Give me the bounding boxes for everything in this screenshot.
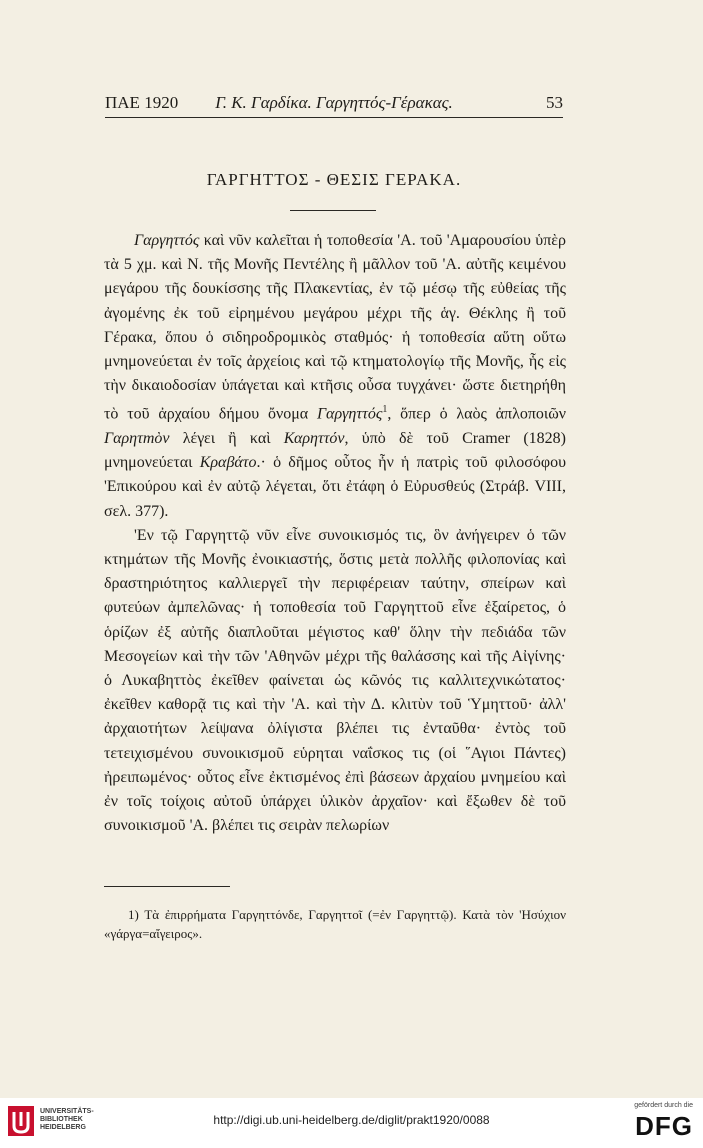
dfg-logo: DFG xyxy=(635,1111,693,1141)
article-title: ΓΑΡΓΗΤΤΟΣ - ΘΕΣΙΣ ΓΕΡΑΚΑ. xyxy=(206,170,462,189)
paragraph-1: Γαργηττός καὶ νῦν καλεῖται ἡ τοποθεσία 'Α. τοῦ 'Αμαρουσίου ὑπὲρ τὰ 5 χμ. καὶ Ν. τῆς Μονῆς Πεντέλης ἢ μᾶλλον τοῦ 'Α. αὐτῆς κειμένου μεγάρου τῆς δουκίσσης τῆς Πλακεντίας, ἐν τῷ μέσῳ τῆς εὐθείας τῆς ἀγομένης ἐκ τοῦ εἰρημένου μεγάρου μέχρι τῆς ἁγ. Θέκλης ἢ τοῦ Γέρακα, ὅπου ὁ σιδηροδρομικὸς σταθμός· ἡ τοποθεσία αὕτη οὕτω μνημονεύεται ἐν τοῖς ἀρχείοις καὶ τῷ κτηματολογίῳ τῆς Μονῆς, ἧς εἰς τὴν δικαιοδοσίαν ὑπάγεται καὶ κτῆσις οὖσα τυγχάνει· ὥστε διετηρήθη τὸ τοῦ ἀρχαίου δήμου ὄνομα Γαργηττός$^1$, ὅπερ ὁ λαὸς ἀπλοποιῶν Γαρητтὸν λέγει ἢ καὶ Καρηττόν, ὑπὸ δὲ τοῦ Cramer (1828) μνημονεύεται Κραβάτο.· ὁ δῆμος οὗτος ἦν ἡ πατρὶς τοῦ φιλοσόφου 'Επικούρου καὶ ἐν αὐτῷ λέγεται, ὅτι ἐτάφη ὁ Εὐρυσθεύς (Στράβ. VIII, σελ. 377). xyxy=(104,232,567,520)
footnote xyxy=(104,905,566,943)
article-body xyxy=(104,229,566,838)
title-rule xyxy=(290,210,376,211)
page-number: 53 xyxy=(546,93,563,112)
journal-abbreviation: ΠΑΕ 1920 xyxy=(105,93,179,112)
footnote-reference: 1 xyxy=(382,404,388,416)
footnote-marker: 1) xyxy=(128,907,139,922)
header-rule xyxy=(105,117,563,118)
digitization-footer xyxy=(0,1098,703,1148)
running-title: Γ. Κ. Γαρδίκα. Γαργηττός-Γέρακας. xyxy=(215,93,453,112)
funding-label: gefördert durch die xyxy=(634,1102,693,1109)
permalink-url[interactable]: http://digi.ub.uni-heidelberg.de/diglit/prakt1920/0088 xyxy=(213,1113,490,1127)
footnote-text: Τὰ ἐπιρρήματα Γαργηττόνδε, Γαργηττοῖ (=ἐν Γαργηττῷ). Κατὰ τὸν 'Ησύχιον «γάργα=αἴγειρος». xyxy=(104,907,566,941)
lead-term: Γαργηττός xyxy=(134,232,200,249)
running-header xyxy=(105,91,563,115)
library-name: UNIVERSITÄTS- BIBLIOTHEK HEIDELBERG xyxy=(40,1108,94,1131)
paragraph-2: 'Εν τῷ Γαργηττῷ νῦν εἶνε συνοικισμός τις, ὃν ἀνήγειρεν ὁ τῶν κτημάτων τῆς Μονῆς ἐνοικιαστής, ὅστις μετὰ πολλῆς φιλοπονίας καὶ δραστηριότητος καλλιεργεῖ τὴν περιφέρειαν ταύτην, σπείρων καὶ φυτεύων ἀμπελῶνας· ἡ τοποθεσία τοῦ Γαργηττοῦ εἶνε ἐξαίρετος, ὁ ὁρίζων ἐξ αὐτῆς διαπλοῦται μέγιστος καθ' ὅλην τὴν πεδιάδα τῶν Μεσογείων καὶ τὴν τῶν 'Αθηνῶν μέχρι τῆς θαλάσσης καὶ τῆς Αἰγίνης· ὁ Λυκαβηττὸς ἐκεῖθεν φαίνεται ὡς κῶνός τις καλλιτεχνικώτατος· ἐκεῖθεν καθορᾷ τις καὶ τὴν 'Α. καὶ τὴν Δ. κλιτὺν τοῦ Ὑμηττοῦ· ἀλλ' ἀρχαιοτήτων λείψανα ὀλίγιστα βλέπει τις ἐνταῦθα· ἐντὸς τοῦ τετειχισμένου συνοικισμοῦ εὑρηται ναΐσκος τις (οἱ ῞Αγιοι Πάντες) ἠρειπωμένος· οὗτος εἶνε ἐκτισμένος ἐπὶ βάσεων ἀρχαίου μνημείου καὶ ἐν τοῖς τοίχοις αὐτοῦ ὑπάρχει ὑλικὸν ἀρχαῖον· καὶ ἔξωθεν δὲ τοῦ συνοικισμοῦ 'Α. βλέπει τις σειρὰν πελωρίων xyxy=(104,526,566,835)
footnote-rule xyxy=(104,886,230,887)
